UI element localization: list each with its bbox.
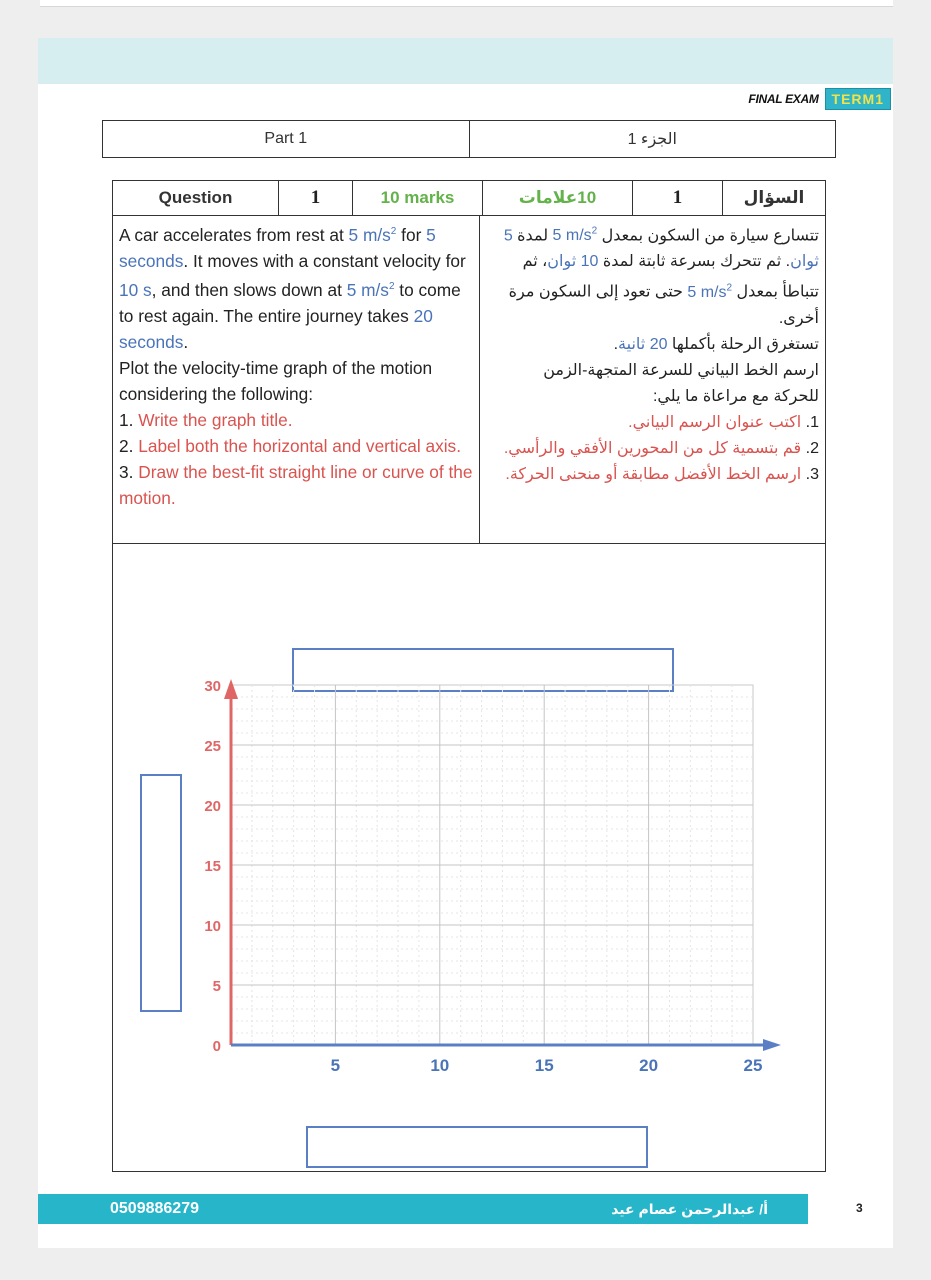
y-tick-label: 30 [204, 678, 221, 695]
ar-value-accel: 5 $m/s^2$ [552, 226, 598, 245]
ar-value-time1: 5 ثوان [503, 227, 819, 271]
y-tick-label: 15 [204, 858, 221, 875]
en-value-total: 20 seconds [119, 305, 433, 352]
question-label-en: Question [113, 181, 279, 215]
term-badge: TERM1 [825, 88, 891, 110]
x-tick-label: 25 [743, 1056, 763, 1075]
ar-item-number: 2. [801, 439, 819, 457]
x-axis-arrow [763, 1039, 781, 1051]
ar-instruction: ارسم الخط البياني للسرعة المتجهة-الزمن للحركة مع مراعاة ما يلي: [543, 361, 819, 405]
header-band [38, 38, 893, 84]
en-item-3: Draw the best-fit straight line or curve of the motion. [119, 461, 473, 508]
ar-item-3: ارسم الخط الأفضل مطابقة أو منحنى الحركة. [505, 465, 802, 483]
origin-label: 0 [212, 1038, 221, 1055]
en-value-decel: 5 $m/s^2$ [346, 279, 395, 300]
exam-page [38, 38, 893, 1248]
x-tick-label: 5 [330, 1056, 341, 1075]
ar-value-time2: 10 ثوان [547, 253, 599, 271]
question-number-ar: 1 [633, 181, 723, 215]
ar-text-part: لمدة [512, 227, 553, 245]
final-exam-label: FINAL EXAM [748, 92, 819, 106]
en-item-number: 2. [119, 435, 139, 456]
ar-text-part: حتى تعود إلى السكون مرة أخرى. [508, 283, 819, 327]
part-table [102, 120, 836, 158]
ar-text-part: تستغرق الرحلة بأكملها [667, 335, 819, 353]
x-tick-label: 15 [534, 1056, 554, 1075]
ar-item-number: 3. [801, 465, 819, 483]
y-axis-arrow [224, 679, 238, 699]
y-tick-label: 20 [204, 798, 221, 815]
part-ar: الجزء 1 [469, 121, 836, 157]
en-item-1: Write the graph title. [138, 409, 293, 430]
y-tick-label: 5 [212, 978, 221, 995]
en-text-part: to come to rest again. The entire journey takes [119, 279, 461, 326]
question-text-en [119, 219, 474, 511]
en-text-part: . [183, 331, 189, 352]
part-en: Part 1 [264, 130, 308, 147]
en-item-number: 3. [119, 461, 139, 482]
ar-value-total: 20 ثانية [618, 335, 668, 353]
x-tick-label: 20 [639, 1056, 659, 1075]
velocity-time-graph [113, 545, 825, 1171]
exam-brand [748, 88, 891, 110]
en-item-2: Label both the horizontal and vertical axis. [138, 435, 462, 456]
column-divider [479, 215, 480, 543]
en-value-time1: 5 seconds [119, 224, 436, 271]
x-axis-label-box[interactable] [307, 1127, 647, 1167]
question-number-en: 1 [279, 181, 353, 215]
question-label-ar: السؤال [743, 188, 805, 207]
marks-ar: 10علامات [483, 181, 633, 215]
en-value-time2: 10 s [119, 279, 152, 300]
en-text-part: for [396, 224, 427, 245]
phone-number: 0509886279 [110, 1200, 199, 1217]
marks-en: 10 marks [353, 181, 483, 215]
previous-page-edge [40, 0, 893, 7]
question-header [113, 181, 825, 216]
ar-item-number: 1. [801, 413, 819, 431]
question-text-ar [494, 219, 819, 488]
graph-divider [113, 543, 825, 544]
en-instruction: Plot the velocity-time graph of the motion considering the following: [119, 357, 433, 404]
page-number: 3 [856, 1201, 863, 1215]
en-text-part: A car accelerates from rest at [119, 224, 349, 245]
footer-bar [38, 1194, 808, 1224]
en-text-part: , and then slows down at [151, 279, 347, 300]
en-text-part: . It moves with a constant velocity for [183, 250, 466, 271]
ar-text-part: . ثم تتحرك بسرعة ثابتة لمدة [598, 253, 791, 271]
en-item-number: 1. [119, 409, 139, 430]
y-tick-label: 25 [204, 738, 221, 755]
author-name: أ/ عبدالرحمن عصام عيد [611, 1200, 768, 1217]
question-box [112, 180, 826, 1172]
ar-text-part: ، ثم تتباطأ بمعدل [522, 253, 819, 301]
ar-text-part: . [613, 335, 619, 353]
en-value-accel: 5 $m/s^2$ [348, 224, 397, 245]
grid [231, 685, 753, 1045]
tick-labels [204, 678, 762, 1075]
y-axis-label-box[interactable] [141, 775, 181, 1011]
ar-item-1: اكتب عنوان الرسم البياني. [628, 413, 802, 431]
ar-value-decel: 5 $m/s^2$ [687, 282, 733, 301]
y-tick-label: 10 [204, 918, 221, 935]
x-tick-label: 10 [430, 1056, 450, 1075]
ar-item-2: قم بتسمية كل من المحورين الأفقي والرأسي. [503, 439, 802, 457]
ar-text-part: تتسارع سيارة من السكون بمعدل [597, 227, 819, 245]
